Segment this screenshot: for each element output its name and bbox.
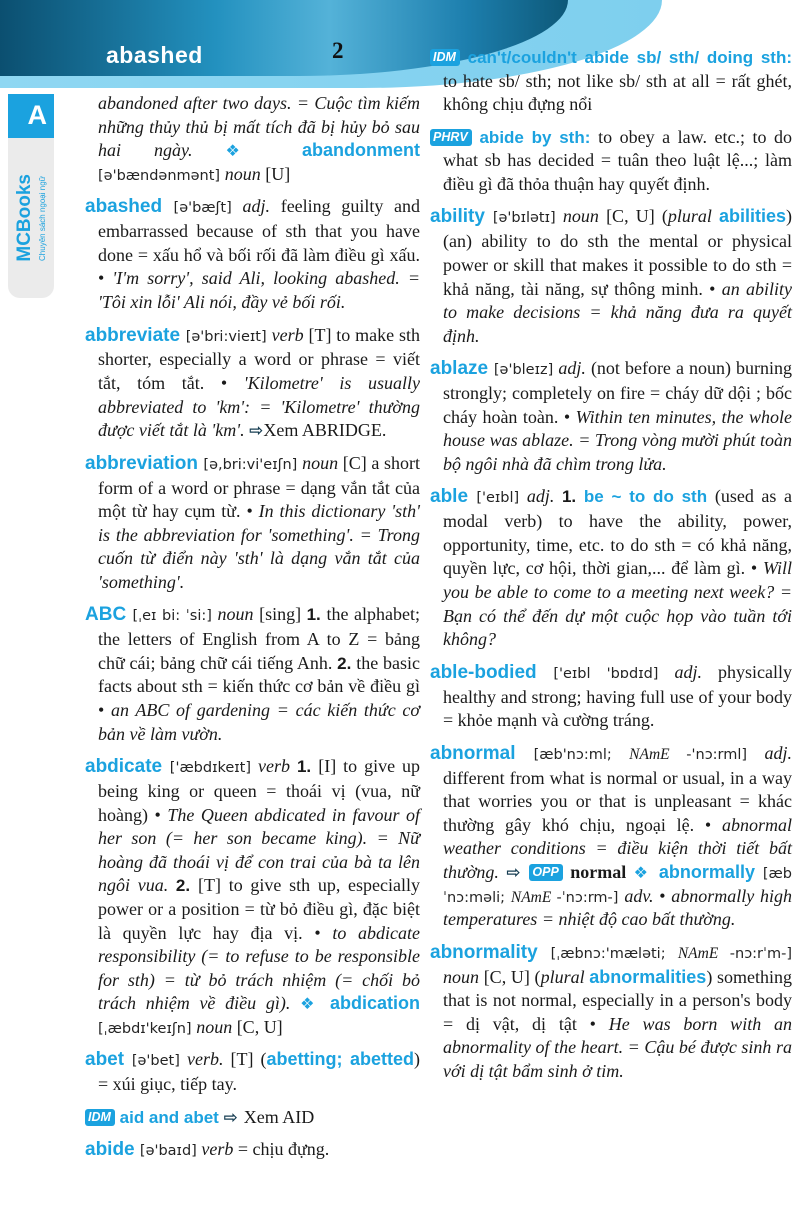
diamond-symbol: ❖	[300, 994, 330, 1014]
text-run: Will you be able to come to a meeting next week? = Bạn có thể đến dự một cuộc họp vào tuần tới không?	[443, 558, 792, 650]
derived-headword: abnormally	[658, 861, 763, 882]
text-run: [I] to give up being king or queen = thoái vị (vua, nữ hoàng) •	[98, 756, 421, 825]
label-badge: PHRV	[430, 129, 472, 146]
text-run: ) = xúi giục, tiếp tay.	[98, 1049, 421, 1095]
text-run: noun	[224, 163, 266, 184]
guide-word: abashed	[106, 42, 203, 68]
right-column	[430, 46, 792, 1092]
derived-headword: abandonment	[301, 140, 420, 161]
headword: able	[430, 486, 477, 508]
text-run: an ABC of gardening = các kiến thức cơ bản về làm vườn.	[98, 700, 420, 744]
headword: ablaze	[430, 358, 494, 380]
phonetic-transcription: [æbˈnɔ:məli;	[443, 865, 792, 906]
phonetic-transcription: [ˌeɪ bi: ˈsi:]	[132, 608, 218, 625]
phonetic-transcription: [æb'nɔ:ml;	[533, 746, 630, 763]
dict-entry-able-bodied	[430, 661, 792, 733]
cross-reference-arrow: ⇨	[506, 862, 530, 883]
diamond-symbol: ❖	[225, 141, 302, 161]
phonetic-transcription: [ə'baɪd]	[139, 1143, 202, 1160]
phonetic-transcription: [ˌæbdɪ'keɪʃn]	[98, 1020, 197, 1037]
text-run: different from what is normal or usual, in a way that worries you or that is unpleasant = khác thường gây khó chịu, ngoại lệ. •	[443, 767, 792, 835]
label-badge: IDM	[430, 49, 460, 66]
phonetic-transcription: -'nɔ:rml]	[686, 746, 765, 763]
text-run: adv.	[624, 885, 660, 906]
text-run: The Queen abdicated in favour of her son (= her son became king). = Nữ hoàng đã thoái vị để con trai của bà ta lên ngôi vua.	[98, 804, 420, 896]
phonetic-transcription: [ə'bæʃt]	[173, 200, 243, 217]
headword: ability	[430, 206, 493, 228]
text-run: normal	[562, 861, 634, 882]
publisher-brand-box	[8, 138, 54, 298]
text-run: 1.	[296, 757, 319, 777]
phonetic-transcription: -nɔ:rˈm-]	[729, 945, 792, 962]
text-run: 2.	[337, 653, 357, 673]
headword: abide	[85, 1139, 140, 1161]
text-run: feeling guilty and embarrassed because of sth that you have done = xấu hổ và bối rối đã làm điều gì xấu. •	[98, 196, 420, 289]
headword: abbreviate	[85, 324, 186, 346]
text-run: [T] (	[230, 1049, 267, 1070]
text-run: [C, U]	[236, 1016, 283, 1037]
text-run: verb	[201, 1139, 238, 1160]
publisher-tagline: Chuyên sách ngoại ngữ	[38, 175, 48, 261]
cross-reference-arrow: ⇨	[223, 1107, 244, 1128]
dict-entry-abandon-continuation	[85, 92, 420, 186]
text-run: In this dictionary 'sth' is the abbreviation for 'something'. = Trong cuốn từ điển này 'sth' là dạng vắn tắt của 'something'.	[98, 501, 420, 592]
derived-headword: abetting; abetted	[266, 1049, 415, 1070]
text-run: ) something that is not normal, especially in a person's body = dị vật, dị tật •	[443, 966, 792, 1034]
dict-entry-phrv-abide-by-sth	[430, 126, 792, 197]
text-run: Xem ABRIDGE.	[263, 420, 387, 441]
text-run: the basic facts about sth = kiến thức cơ bản về điều gì •	[98, 652, 421, 721]
phrase-headword: be ~ to do sth	[583, 487, 715, 507]
text-run: adj.	[242, 196, 281, 217]
text-run: Within ten minutes, the whole house was ablaze. = Trong vòng mười phút toàn bộ ngôi nhà đã chìm trong lửa.	[443, 406, 792, 474]
text-run: abnormally high temperatures = nhiệt độ cao bất thường.	[443, 885, 793, 930]
derived-headword: abilities	[718, 206, 787, 227]
text-run: [C, U] (	[606, 206, 668, 227]
phonetic-transcription: [ˌæbnɔ:'mæləti;	[550, 945, 678, 962]
phonetic-transcription: [ə'bændənmənt]	[98, 167, 225, 184]
text-run: [sing]	[259, 604, 307, 625]
dict-entry-abashed	[85, 195, 420, 314]
headword: abet	[85, 1049, 132, 1071]
left-column	[85, 92, 420, 1172]
dict-entry-idm-cant-abide	[430, 46, 792, 117]
dict-entry-able	[430, 485, 792, 651]
headword: abashed	[85, 196, 174, 218]
text-run: plural	[540, 966, 590, 987]
phonetic-transcription: -ˈnɔ:rm-]	[556, 889, 625, 906]
text-run: adj.	[674, 661, 718, 682]
publisher-logo-text: MCBooks	[14, 174, 36, 262]
text-run: verb.	[187, 1049, 231, 1070]
text-run: noun	[562, 206, 607, 227]
text-run: 1.	[306, 605, 327, 625]
letter-tab-label: A	[27, 100, 47, 131]
text-run: ) (an) ability to do sth the mental or physical power or skill that makes it possible to do sth = khả năng, tài năng, sự thông minh. •	[443, 206, 793, 299]
dict-entry-abdicate	[85, 755, 420, 1039]
headword: abnormal	[430, 742, 534, 764]
dict-entry-abbreviate	[85, 324, 420, 443]
text-run: [T] to give sth up, especially power or a position = từ bỏ điều gì, đặc biệt là quyền lực hay địa vị. •	[98, 875, 420, 943]
diamond-symbol: ❖	[633, 862, 659, 882]
label-badge: IDM	[85, 1109, 115, 1126]
text-run: to obey a law. etc.; to do what sb has decided = tuân theo luật lệ...; làm điều gì đã thỏa thuận hay quyết định.	[443, 126, 793, 194]
text-run: [C] a short form of a word or phrase = dạng vắn tắt của một từ hay cụm từ. •	[98, 452, 421, 522]
page-number: 2	[332, 38, 344, 63]
text-run: NAmE	[510, 888, 557, 906]
headword: ABC	[85, 604, 133, 626]
text-run: He was born with an abnormality of the heart. = Cậu bé được sinh ra với dị tật bẩm sinh ở tim.	[443, 1013, 792, 1081]
cross-reference-arrow: ⇨	[249, 421, 264, 442]
text-run: noun	[196, 1016, 237, 1037]
text-run: adj.	[526, 486, 562, 507]
text-run: verb	[258, 756, 297, 777]
text-run: [U]	[265, 163, 291, 184]
text-run: physically healthy and strong; having full use of your body = khỏe mạnh và cường tráng.	[443, 661, 792, 731]
phrase-headword: can't/couldn't abide sb/ sth/ doing sth:	[459, 48, 792, 67]
dict-entry-ability	[430, 205, 792, 348]
dict-entry-abnormality	[430, 941, 792, 1084]
text-run: Xem AID	[243, 1106, 315, 1127]
text-run: noun	[302, 452, 343, 473]
headword: abbreviation	[85, 452, 204, 474]
dict-entry-ablaze	[430, 357, 792, 476]
text-run: abnormal weather conditions = điều kiện thời tiết bất thường.	[443, 814, 792, 882]
derived-headword: abdication	[329, 993, 420, 1014]
headword: abdicate	[85, 756, 170, 778]
text-run: verb	[271, 324, 309, 345]
text-run: the alphabet; the letters of English from A to Z = bảng chữ cái; bảng chữ cái tiếng Anh.	[98, 604, 420, 673]
derived-headword: abnormalities	[589, 966, 707, 987]
phonetic-transcription: [ə'bet]	[131, 1053, 188, 1070]
text-run: noun	[443, 966, 484, 987]
text-run: [C, U] (	[483, 966, 541, 987]
headword: abnormality	[430, 941, 551, 963]
text-run: 1.	[561, 487, 584, 507]
text-run: [T] to make sth shorter, especially a word or phrase = viết tắt, tóm tắt. •	[98, 324, 421, 393]
text-run: abandoned after two days. = Cuộc tìm kiếm những thủy thủ bị mất tích đã bị hủy bỏ sau hai ngày.	[98, 93, 420, 161]
text-run: to abdicate responsibility (= to refuse to be responsible for sth) = từ bỏ trách nhiệm (= chối bỏ trách nhiệm về điều gì).	[98, 922, 420, 1014]
phonetic-transcription: [ə'bleɪz]	[493, 362, 559, 379]
letter-tab-a	[8, 94, 54, 138]
text-run: NAmE	[677, 944, 730, 962]
text-run: (not before a noun) burning strongly; completely on fire = cháy dữ dội ; bốc cháy hoàn toàn. •	[443, 358, 792, 427]
text-run: an ability to make decisions = khả năng đưa ra quyết định.	[443, 278, 792, 346]
dict-entry-abbreviation	[85, 452, 420, 595]
phonetic-transcription: ['æbdɪkeɪt]	[169, 760, 259, 777]
text-run: (used as a modal verb) to have the ability, power, opportunity, time, etc. to do sth = có khả năng, quyền lực, cơ hội, thời gian,... để làm gì. •	[443, 486, 792, 579]
text-run: plural	[667, 206, 719, 227]
phonetic-transcription: [ə,bri:vi'eɪʃn]	[203, 456, 303, 473]
phonetic-transcription: ['eɪbl]	[476, 490, 527, 507]
text-run: noun	[217, 604, 260, 625]
text-run: adj.	[558, 358, 591, 379]
text-run: to hate sb/ sth; not like sb/ sth at all = rất ghét, không chịu đựng nổi	[443, 70, 792, 115]
dict-entry-abc	[85, 603, 420, 746]
phonetic-transcription: ['eɪbl 'bɒdɪd]	[553, 665, 675, 682]
text-run: •	[659, 885, 672, 906]
text-run: 2.	[175, 876, 199, 896]
dict-entry-idm-aid-and-abet	[85, 1106, 420, 1130]
phrase-headword: aid and abet	[114, 1107, 224, 1127]
dict-entry-abide	[85, 1138, 420, 1163]
text-run: NAmE	[629, 745, 687, 763]
text-run: adj.	[764, 742, 792, 763]
text-run: 'Kilometre' is usually abbreviated to 'km': = 'Kilometre' thường được viết tắt là 'km'.	[98, 372, 420, 441]
phonetic-transcription: [ə'bɪlətɪ]	[492, 210, 563, 227]
phonetic-transcription: [ə'bri:vieɪt]	[185, 328, 272, 345]
text-run: 'I'm sorry', said Ali, looking abashed. = 'Tôi xin lỗi' Ali nói, đầy vẻ bối rối.	[98, 268, 420, 312]
headword: able-bodied	[430, 661, 554, 683]
phrase-headword: abide by sth:	[471, 127, 599, 147]
label-badge: OPP	[529, 864, 562, 881]
dict-entry-abnormal	[430, 742, 792, 932]
dict-entry-abet	[85, 1048, 420, 1096]
text-run: = chịu đựng.	[237, 1139, 330, 1160]
